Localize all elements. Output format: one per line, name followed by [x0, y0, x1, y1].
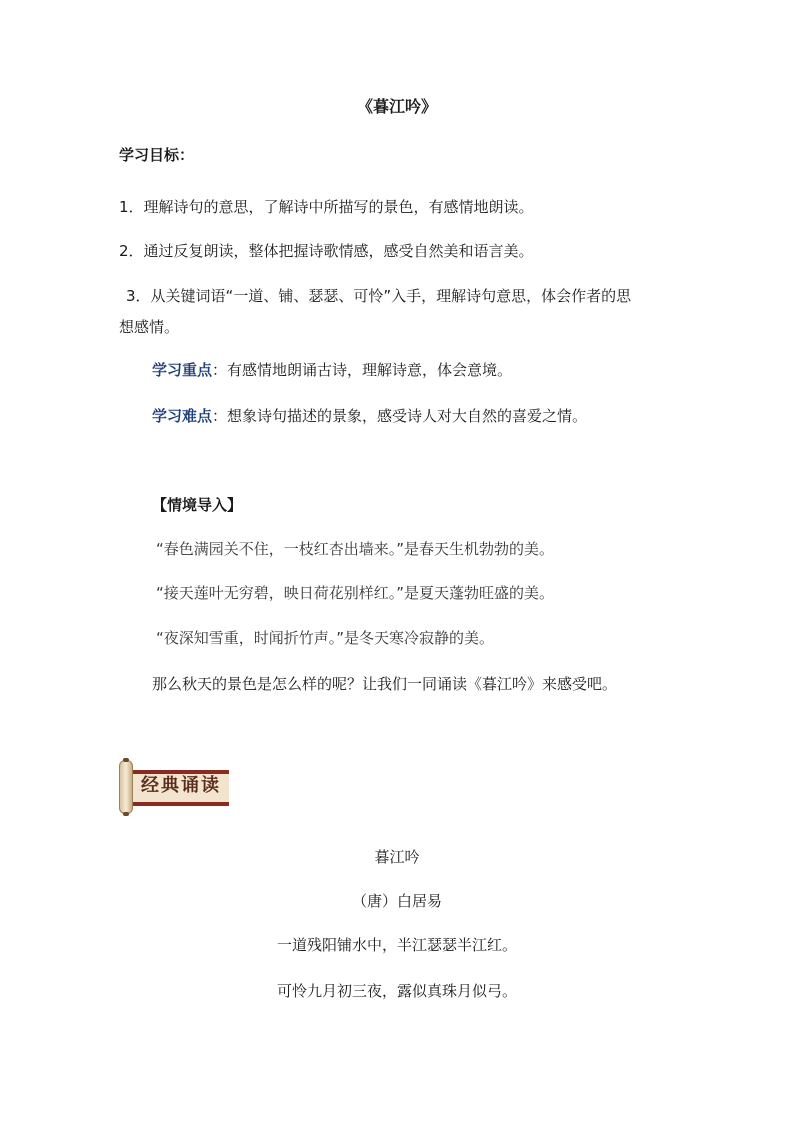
objective-item-2: 2．通过反复朗读，整体把握诗歌情感，感受自然美和语言美。 [119, 242, 534, 260]
intro-line-autumn-question: 那么秋天的景色是怎么样的呢？让我们一同诵读《暮江吟》来感受吧。 [152, 675, 618, 693]
difficult-point-text: ：想象诗句描述的景象，感受诗人对大自然的喜爱之情。 [212, 407, 588, 425]
poem-line-1: 一道残阳铺水中，半江瑟瑟半江红。 [276, 936, 517, 954]
poem-title: 暮江吟 [374, 848, 420, 866]
objective-item-1: 1．理解诗句的意思，了解诗中所描写的景色，有感情地朗读。 [119, 198, 534, 216]
intro-line-summer: “接天莲叶无穷碧，映日荷花别样红。”是夏天蓬勃旺盛的美。 [156, 584, 555, 602]
key-point [152, 359, 512, 381]
difficult-point [152, 405, 587, 427]
key-point-text: ：有感情地朗诵古诗，理解诗意，体会意境。 [212, 361, 513, 379]
classic-reading-banner [119, 758, 232, 816]
objective-item-3: 3．从关键词语“一道、铺、瑟瑟、可怜”入手，理解诗句意思，体会作者的思 [126, 287, 632, 305]
poem-line-2: 可怜九月初三夜，露似真珠月似弓。 [276, 982, 517, 1000]
intro-heading: 【情境导入】 [152, 496, 243, 514]
objective-item-3-continued: 想感情。 [119, 318, 180, 336]
scroll-roll-icon [119, 760, 133, 814]
key-point-label: 学习重点 [152, 361, 213, 379]
poem-author: （唐）白居易 [351, 892, 442, 910]
document-title: 《暮江吟》 [356, 97, 437, 116]
objectives-heading: 学习目标： [119, 146, 195, 164]
banner-label: 经典诵读 [141, 775, 221, 796]
intro-line-spring: “春色满园关不住，一枝红杏出墙来。”是春天生机勃勃的美。 [156, 540, 555, 558]
intro-line-winter: “夜深知雪重，时闻折竹声。”是冬天寒冷寂静的美。 [156, 629, 495, 647]
difficult-point-label: 学习难点 [152, 407, 213, 425]
